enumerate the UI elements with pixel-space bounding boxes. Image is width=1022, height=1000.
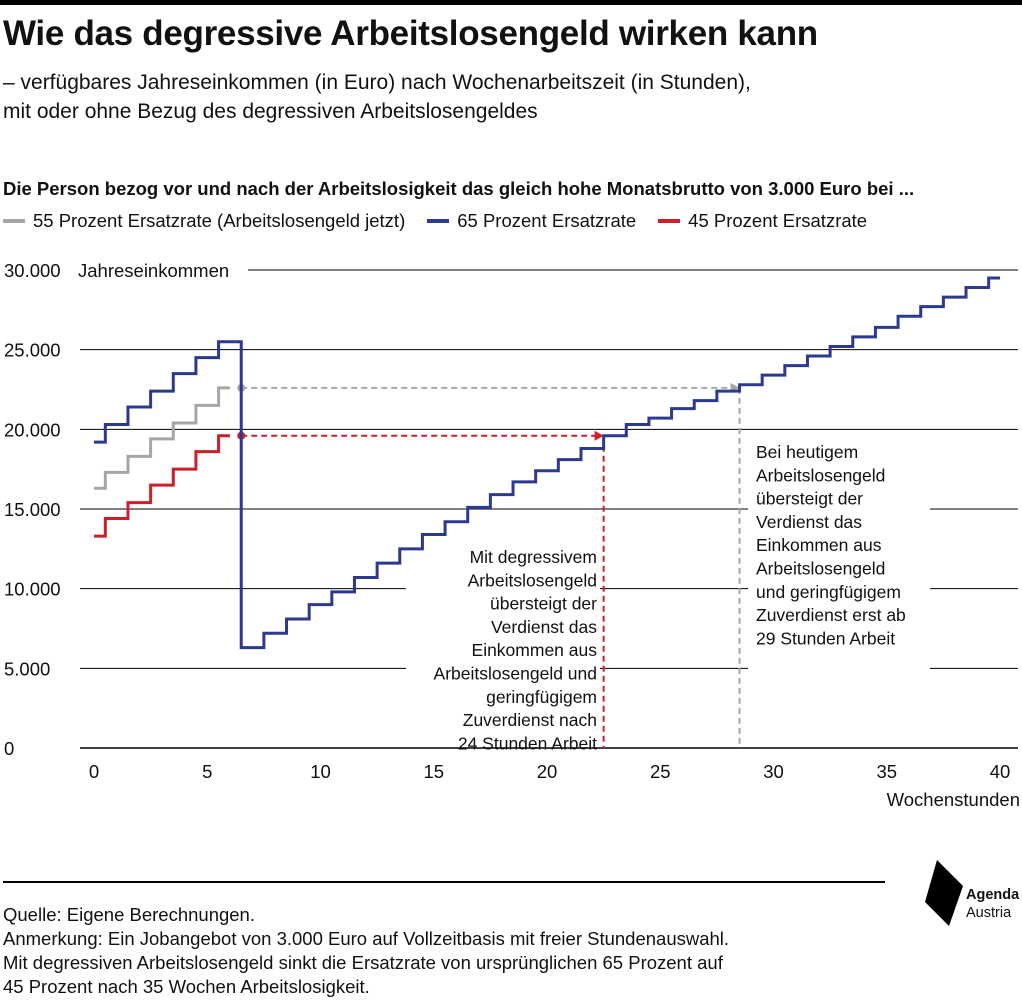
annotation-line: Arbeitslosengeld [756,465,886,486]
annotation-line: Einkommen aus [756,535,882,556]
y-tick-label: 5.000 [4,658,51,680]
y-tick-label: 30.000 [4,260,61,281]
annotation-line: geringfügigem [486,686,597,707]
x-tick-label: 5 [202,761,213,782]
footer [3,903,729,999]
annotation-line: Verdienst das [756,511,863,532]
legend-swatch-65 [427,219,449,223]
step-line-chart [0,250,1022,810]
annotation-line: 29 Stunden Arbeit [756,628,896,649]
footer-note-2: Mit degressiven Arbeitslosengeld sinkt die Ersatzrate von ursprünglichen 65 Prozent auf [3,952,723,973]
x-tick-label: 15 [423,761,445,782]
footer-note-3: 45 Prozent nach 35 Wochen Arbeitslosigkeit. [3,976,370,997]
y-axis-label: Jahreseinkommen [78,260,230,281]
annotation-line: 24 Stunden Arbeit [457,733,597,754]
x-tick-label: 40 [989,761,1011,782]
legend-label-55: 55 Prozent Ersatzrate (Arbeitslosengeld jetzt) [33,210,406,231]
y-tick-label: 25.000 [4,339,61,361]
logo-line-2: Austria [966,905,1012,921]
annotation-line: übersteigt der [489,593,597,614]
x-tick-label: 20 [536,761,558,782]
x-tick-label: 0 [88,761,100,782]
legend-item-45 [658,210,867,232]
annotation-line: übersteigt der [756,488,864,509]
top-rule [0,0,1022,5]
annotation-line: Einkommen aus [471,640,597,661]
annotation-line: Arbeitslosengeld [756,558,886,579]
series-line [94,436,230,536]
chart-title: Die Person bezog vor und nach der Arbeitslosigkeit das gleich hohe Monatsbrutto von 3.000 Euro bei ... [3,178,915,199]
y-tick-label: 10.000 [4,578,61,600]
x-tick-label: 10 [310,761,331,782]
annotation-line: Mit degressivem [469,547,597,567]
legend-item-55 [3,210,405,232]
series-line [94,388,230,488]
annotation-line: Arbeitslosengeld und [433,663,597,684]
annotations [434,442,906,753]
subtitle-line-1: – verfügbares Jahreseinkommen (in Euro) nach Wochenarbeitszeit (in Stunden), [3,71,751,94]
x-tick-label: 25 [649,761,671,782]
annotation-line: und geringfügigem [756,581,901,602]
footer-source: Quelle: Eigene Berechnungen. [3,904,255,925]
logo-line-1: Agenda [966,887,1020,903]
y-tick-label: 15.000 [4,499,61,520]
footer-rule [3,881,885,883]
subtitle-line-2: mit oder ohne Bezug des degressiven Arbeitslosengeldes [3,100,538,123]
annotation-line: Zuverdienst erst ab [756,605,906,626]
subtitle [3,68,751,126]
legend-label-45: 45 Prozent Ersatzrate [688,210,868,231]
logo-text [966,886,1019,922]
x-tick-label: 30 [763,761,784,782]
legend-swatch-45 [658,219,680,223]
annotation-line: Verdienst das [490,616,597,637]
legend-item-65 [427,210,636,232]
y-tick-label: 0 [4,738,15,759]
page-title: Wie das degressive Arbeitslosengeld wirken kann [3,14,818,53]
legend-swatch-55 [3,219,25,223]
y-tick-label: 20.000 [4,419,61,441]
annotation-line: Zuverdienst nach [462,710,597,731]
legend-label-65: 65 Prozent Ersatzrate [457,210,637,231]
annotation-line: Bei heutigem [756,442,859,462]
annotation-line: Arbeitslosengeld [467,570,597,591]
x-axis-label: Wochenstunden [886,789,1020,810]
x-tick-label: 35 [876,761,898,782]
footer-note-1: Anmerkung: Ein Jobangebot von 3.000 Euro auf Vollzeitbasis mit freier Stundenauswahl. [3,928,730,949]
legend [3,208,889,234]
